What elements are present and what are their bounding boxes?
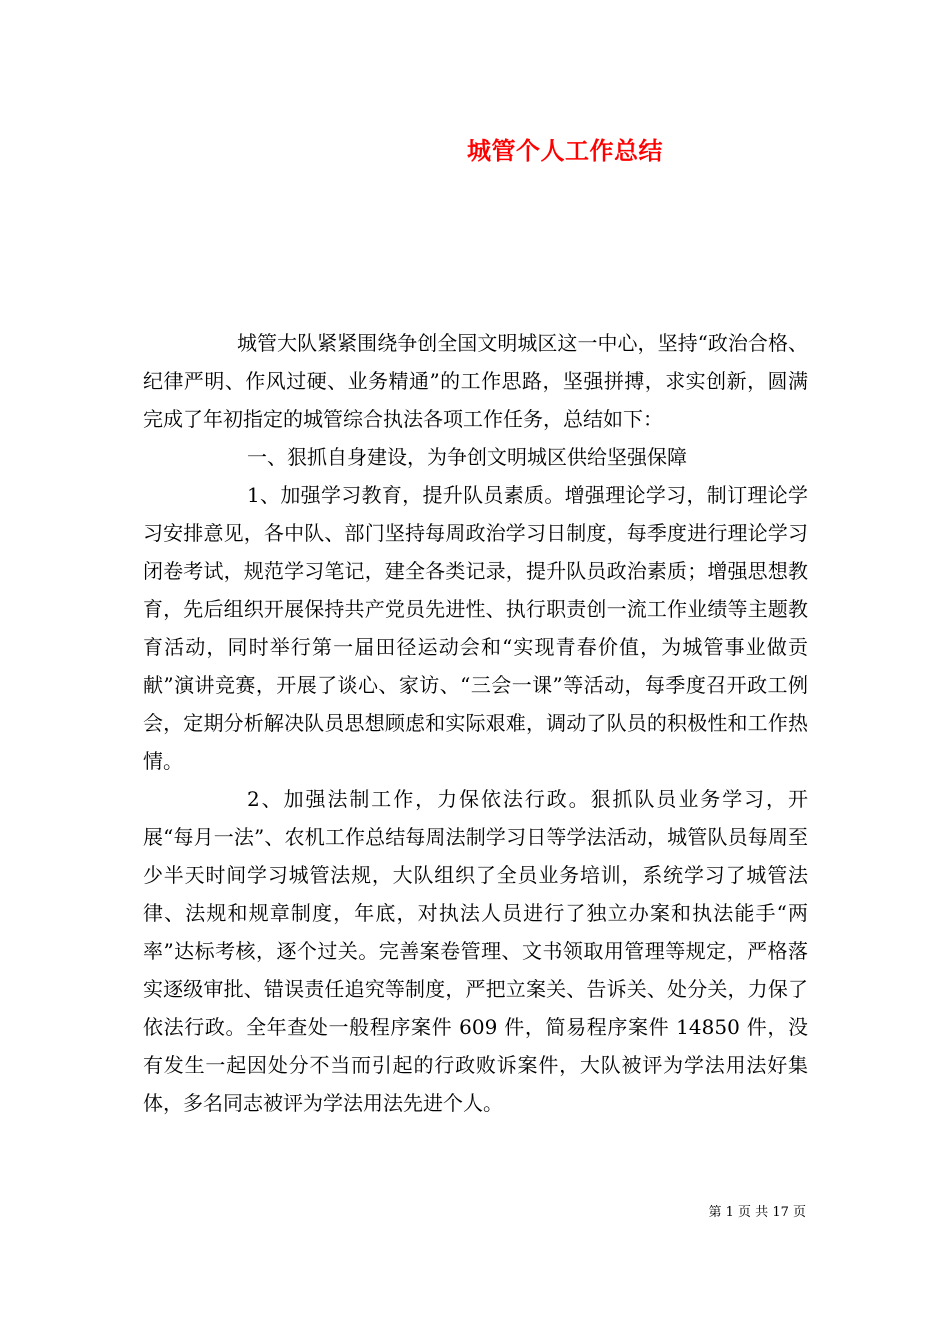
page-title: 城管个人工作总结 xyxy=(467,136,663,165)
page-number: 第 1 页 共 17 页 xyxy=(708,1205,806,1220)
intro-paragraph: 城管大队紧紧围绕争创全国文明城区这一中心，坚持“政治合格、纪律严明、作风过硬、业务精通”的工作思路，坚强拼搏，求实创新，圆满完成了年初指定的城管综合执法各项工作任务，总结如下： xyxy=(143,331,808,431)
item-paragraph-2: 2、加强法制工作，力保依法行政。狠抓队员业务学习，开展“每月一法”、农机工作总结每周法制学习日等学法活动，城管队员每周至少半天时间学习城管法规，大队组织了全员业务培训，系统学习了城管法律、法规和规章制度，年底，对执法人员进行了独立办案和执法能手“两率”达标考核，逐个过关。完善案卷管理、文书领取用管理等规定，严格落实逐级审批、错误责任追究等制度，严把立案关、告诉关、处分关，力保了依法行政。全年查处一般程序案件 609 件，简易程序案件 14850 件，没有发生一起因处分不当而引起的行政败诉案件，大队被评为学法用法好集体，多名同志被评为学法用法先进个人。 xyxy=(143,787,808,1115)
document-body xyxy=(143,324,808,1122)
section-heading: 一、狠抓自身建设，为争创文明城区供给坚强保障 xyxy=(247,445,687,469)
item-paragraph-1: 1、加强学习教育，提升队员素质。增强理论学习，制订理论学习安排意见，各中队、部门坚持每周政治学习日制度，每季度进行理论学习闭卷考试，规范学习笔记，建全各类记录，提升队员政治素质；增强思想教育，先后组织开展保持共产党员先进性、执行职责创一流工作业绩等主题教育活动，同时举行第一届田径运动会和“实现青春价值，为城管事业做贡献”演讲竞赛，开展了谈心、家访、“三会一课”等活动，每季度召开政工例会，定期分析解决队员思想顾虑和实际艰难，调动了队员的积极性和工作热情。 xyxy=(143,483,808,773)
